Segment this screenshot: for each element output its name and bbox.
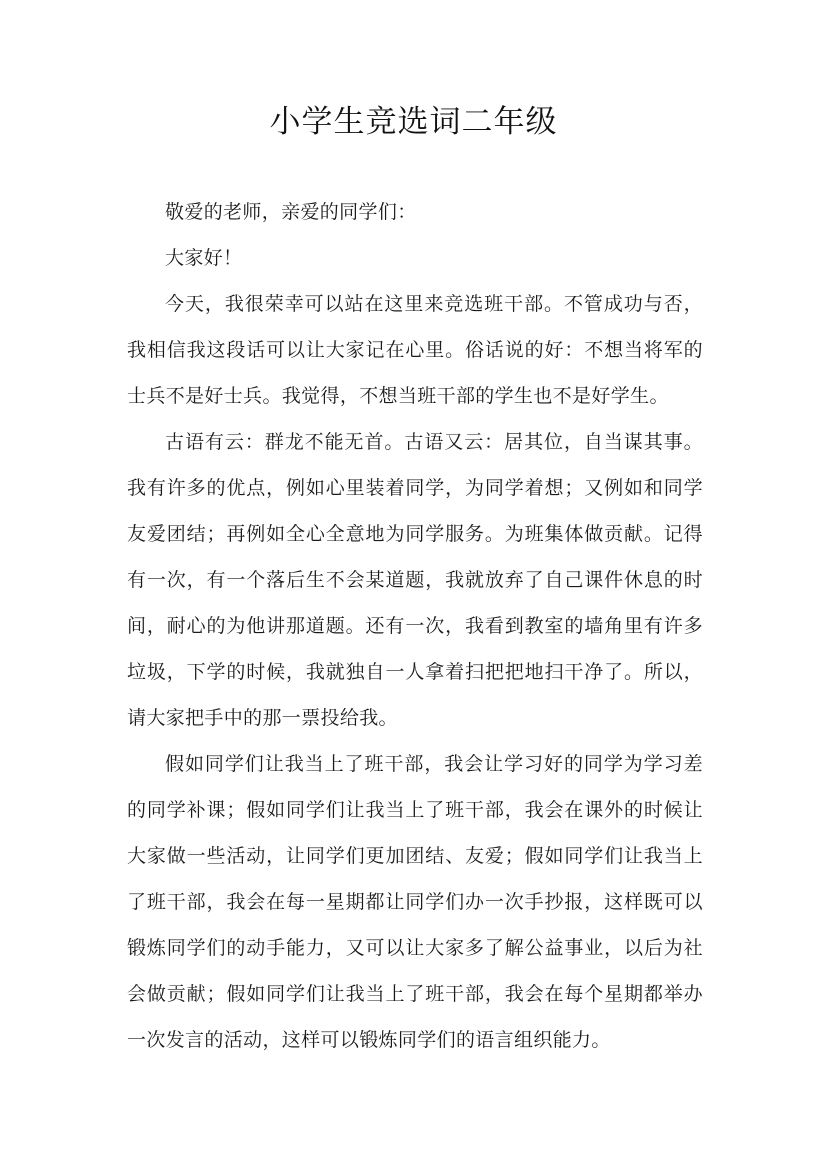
paragraph-intro: 今天，我很荣幸可以站在这里来竞选班干部。不管成功与否，我相信我这段话可以让大家记在心里。俗话说的好：不想当将军的士兵不是好士兵。我觉得，不想当班干部的学生也不是好学生。 xyxy=(127,293,703,407)
paragraph-plans: 假如同学们让我当上了班干部，我会让学习好的同学为学习差的同学补课；假如同学们让我当上了班干部，我会在课外的时候让大家做一些活动，让同学们更加团结、友爱；假如同学们让我当上了班干部，我会在每一星期都让同学们办一次手抄报，这样既可以锻炼同学们的动手能力，又可以让大家多了解公益事业，以后为社会做贡献；假如同学们让我当上了班干部，我会在每个星期都举办一次发言的活动，这样可以锻炼同学们的语言组织能力。 xyxy=(127,753,703,1051)
document-body xyxy=(127,189,703,1063)
paragraph-strengths: 古语有云：群龙不能无首。古语又云：居其位，自当谋其事。我有许多的优点，例如心里装着同学，为同学着想；又例如和同学友爱团结；再例如全心全意地为同学服务。为班集体做贡献。记得有一次，有一个落后生不会某道题，我就放弃了自己课件休息的时间，耐心的为他讲那道题。还有一次，我看到教室的墙角里有许多垃圾，下学的时候，我就独自一人拿着扫把把地扫干净了。所以，请大家把手中的那一票投给我。 xyxy=(127,431,703,729)
paragraph-salutation: 敬爱的老师，亲爱的同学们： xyxy=(165,201,417,223)
paragraph-greeting: 大家好！ xyxy=(165,247,243,269)
document-title: 小学生竞选词二年级 xyxy=(269,104,558,140)
